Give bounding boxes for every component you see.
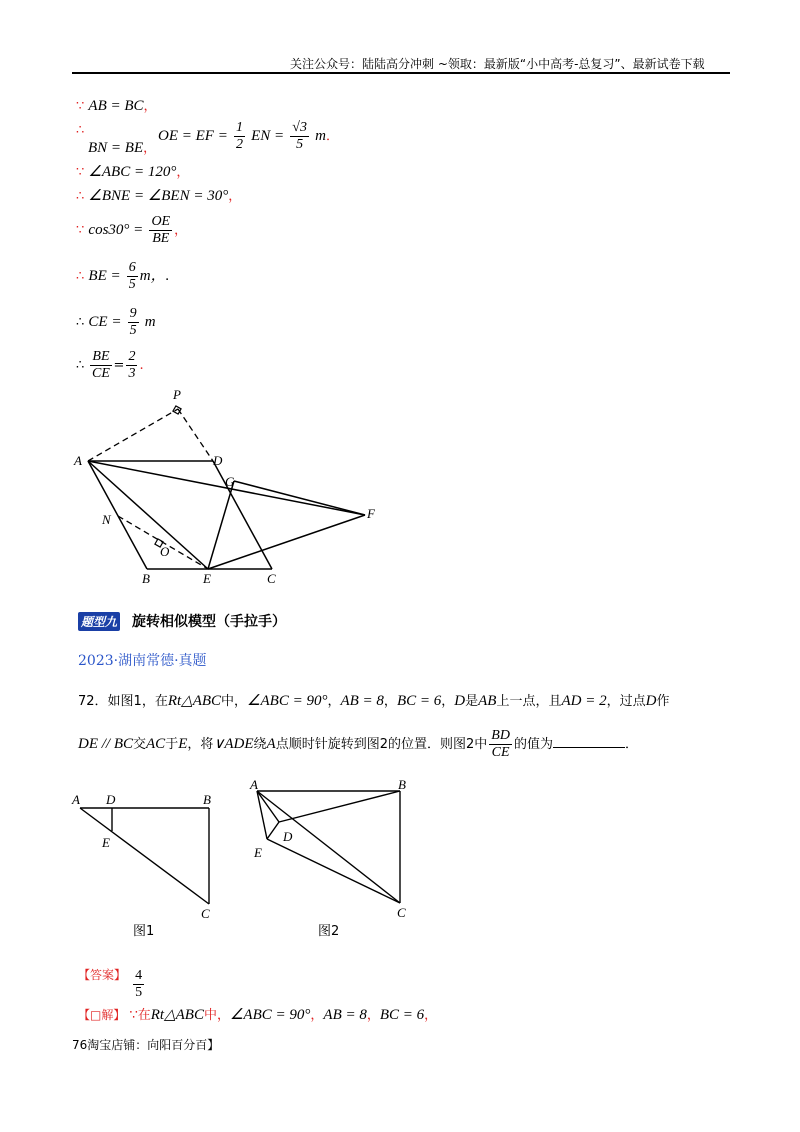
label-N: N [102,512,111,527]
page-header: 关注公众号：陆陆高分冲刺 ~领取：最新版“小中高考-总复习”、最新试卷下载 [290,57,705,71]
answer-line [78,968,146,1001]
answer-fraction: $\frac{4}{5}$ [135,968,143,1000]
solution-line-3: ∵ ∠ABC = 120°， [76,164,190,180]
fraction-root3-over-5: $\frac{√3}{5}$ [292,120,307,152]
answer-blank [553,735,625,748]
section-title: 旋转相似模型（手拉手） [132,614,287,630]
solution-line-8: ∴ $\frac{BE}{CE}$ = $\frac{2}{3}$ . [76,349,144,381]
fig2-label-A: A [250,777,258,792]
label-A: A [74,453,82,468]
section-heading [78,611,286,631]
problem-source: 2023·湖南常德·真题 [78,653,207,669]
label-P: P [173,387,181,402]
fraction-bd-ce: $\frac{BD}{CE}$ [491,728,510,760]
label-G: G [225,474,235,489]
fig1-label-A: A [72,792,80,807]
fraction-2-3: $\frac{2}{3}$ [128,349,136,381]
section-badge: 题型九 [78,612,120,631]
label-C: C [267,571,276,586]
solution-line-2-fractions: OE = EF = $\frac{1}{2}$ EN = $\frac{√3}{5}$ m． [158,120,339,152]
answer-label: 【答案】 [78,968,127,982]
page-number: 76 [72,1038,88,1052]
analysis-line: 【□解】 ∵在Rt△ABC中，∠ABC = 90°，AB = 8，BC = 6， [78,1007,438,1023]
fraction-half: $\frac{1}{2}$ [235,120,243,152]
label-O: O [160,544,170,559]
solution-line-1: ∵ AB = BC， [76,98,157,114]
fraction-oe-be: $\frac{OE}{BE}$ [151,214,171,246]
problem-line-1: 72．如图1，在Rt△ABC中，∠ABC = 90°，AB = 8，BC = 6，D是AB上一点，且AD = 2，过点D作 [78,693,670,709]
label-D: D [213,453,223,468]
solution-line-2-body: BN = BE， [88,140,157,156]
fig1-label-D: D [106,792,116,807]
solution-line-7: ∴ CE = $\frac{9}{5}$ m [76,306,156,338]
solution-line-6: ∴ BE = $\frac{6}{5}$ m，. [76,260,170,292]
page-footer [72,1036,219,1053]
label-B: B [142,571,150,586]
fraction-be-ce: $\frac{BE}{CE}$ [92,349,110,381]
fraction-6-5: $\frac{6}{5}$ [128,260,136,292]
label-E: E [203,571,211,586]
shop-info: 淘宝店铺：向阳百分百】 [87,1038,220,1052]
figure-1 [68,785,228,945]
fig2-label-D: D [283,829,293,844]
label-F: F [367,506,375,521]
figure-2 [245,775,420,945]
fraction-9-5: $\frac{9}{5}$ [129,306,137,338]
fig2-label-B: B [398,777,406,792]
solution-line-4: ∴ ∠BNE = ∠BEN = 30°， [76,188,242,204]
solution-line-2: ∴ [76,123,85,138]
header-divider [72,72,730,74]
analysis-label: 【□解】 [78,1008,126,1022]
fig2-label-E: E [254,845,262,860]
fig2-label-C: C [397,905,406,920]
fig1-label-B: B [203,792,211,807]
problem-line-2: DE // BC交AC于E，将∨ADE绕A点顺时针旋转到图2的位置．则图2中 $\frac{BD}{CE}$ 的值为 ． [78,728,638,760]
fig1-caption: 图1 [133,924,155,939]
solution-line-5: ∵ cos30° = $\frac{OE}{BE}$ ， [76,214,188,246]
fig1-label-E: E [102,835,110,850]
fig2-caption: 图2 [318,924,340,939]
geometry-figure-rotation [60,385,390,590]
fig1-label-C: C [201,906,210,921]
